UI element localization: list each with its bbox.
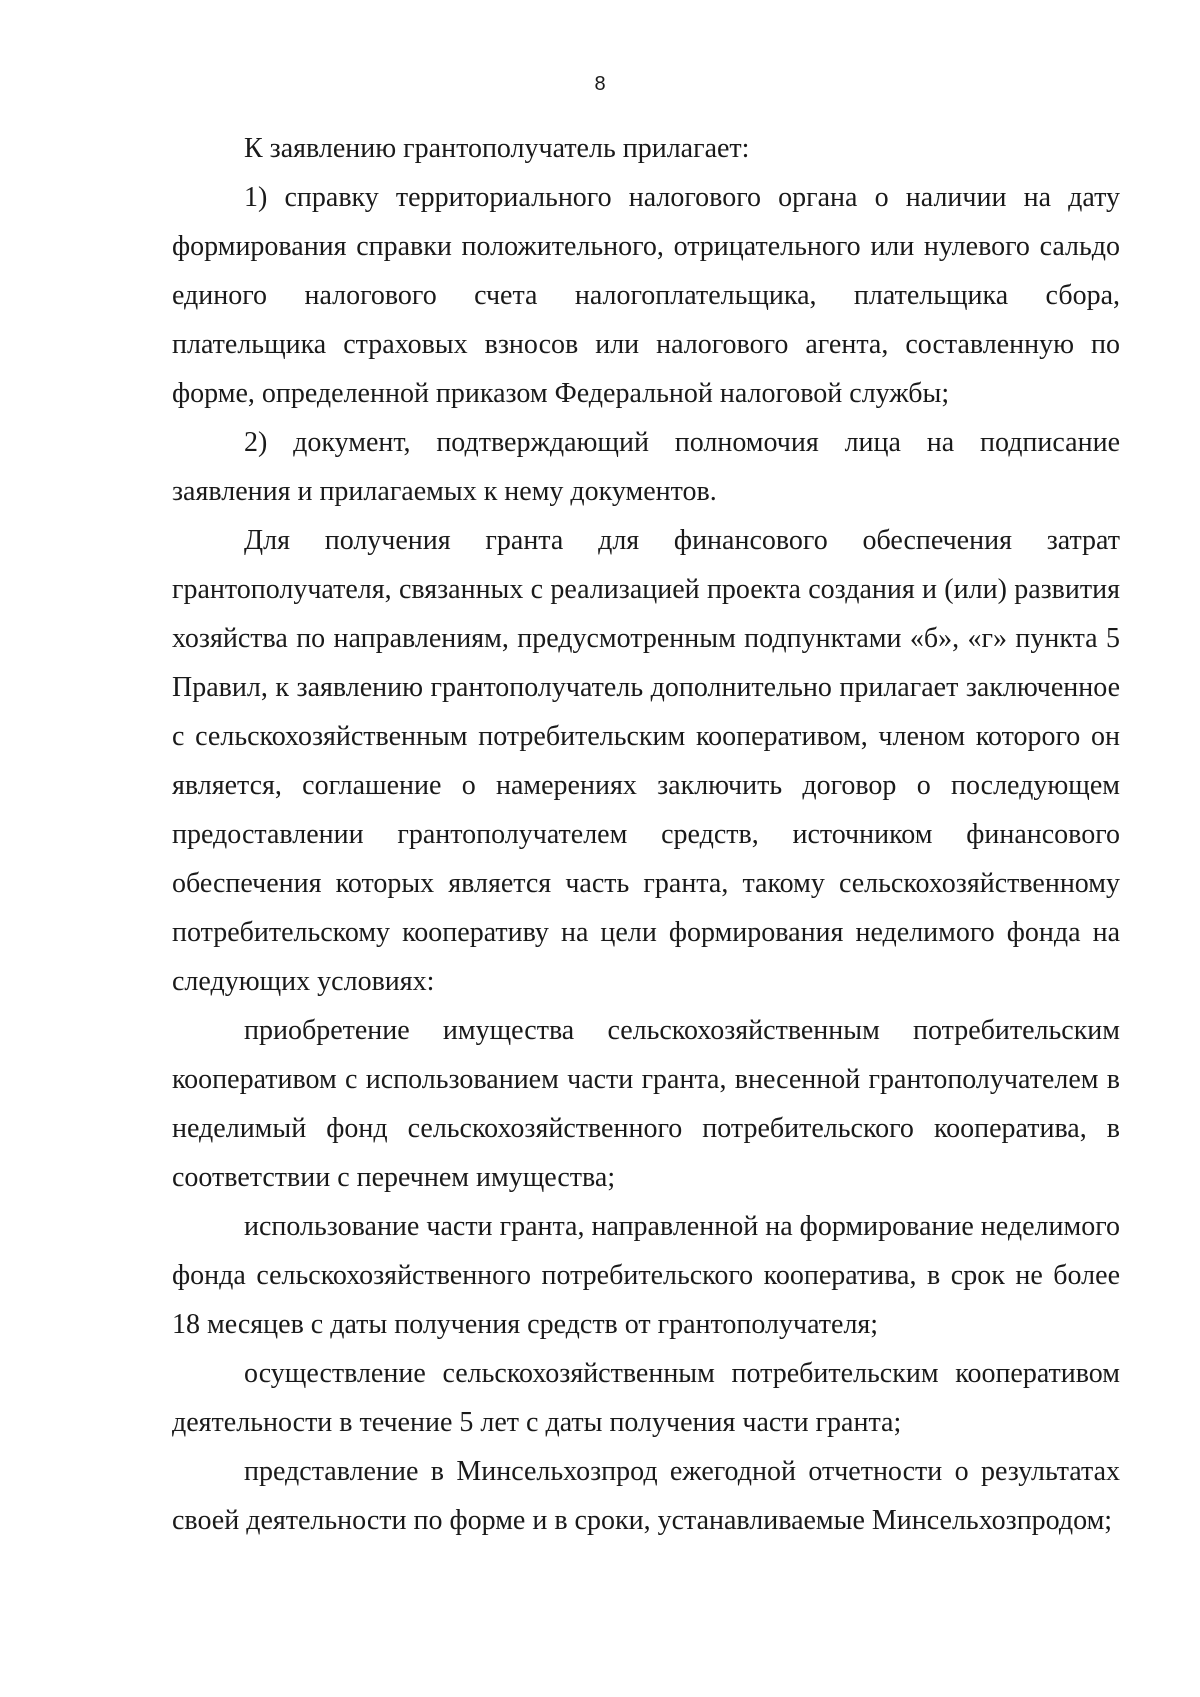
paragraph-item-1: 1) справку территориального налогового органа о наличии на дату формирования справки положительного, отрицательного или нулевого сальдо единого налогового счета налогоплательщика, плательщика сбора, плательщика страховых взносов или налогового агента, составленную по форме, определенной приказом Федеральной налоговой службы; <box>172 182 1120 409</box>
paragraph-condition-deadline: использование части гранта, направленной на формирование неделимого фонда сельскохозяйственного потребительского кооператива, в срок не более 18 месяцев с даты получения средств от грантополучателя; <box>172 1211 1120 1340</box>
page-number: 8 <box>594 73 606 95</box>
paragraph-attachments-intro: К заявлению грантополучатель прилагает: <box>244 133 750 164</box>
document-body <box>172 124 1120 1545</box>
paragraph-grant-conditions: Для получения гранта для финансового обеспечения затрат грантополучателя, связанных с реализацией проекта создания и (или) развития хозяйства по направлениям, предусмотренным подпунктами «б», «г» пункта 5 Правил, к заявлению грантополучатель дополнительно прилагает заключенное с сельскохозяйственным потребительским кооперативом, членом которого он является, соглашение о намерениях заключить договор о последующем предоставлении грантополучателем средств, источником финансового обеспечения которых является часть гранта, такому сельскохозяйственному потребительскому кооперативу на цели формирования неделимого фонда на следующих условиях: <box>172 525 1120 997</box>
paragraph-condition-reporting: представление в Минсельхозпрод ежегодной отчетности о результатах своей деятельности по форме и в сроки, устанавливаемые Минсельхозпродом; <box>172 1456 1120 1536</box>
paragraph-condition-property: приобретение имущества сельскохозяйственным потребительским кооперативом с использованием части гранта, внесенной грантополучателем в неделимый фонд сельскохозяйственного потребительского кооператива, в соответствии с перечнем имущества; <box>172 1015 1120 1193</box>
paragraph-item-2: 2) документ, подтверждающий полномочия лица на подписание заявления и прилагаемых к нему документов. <box>172 427 1120 507</box>
paragraph-condition-activity: осуществление сельскохозяйственным потребительским кооперативом деятельности в течение 5 лет с даты получения части гранта; <box>172 1358 1120 1438</box>
